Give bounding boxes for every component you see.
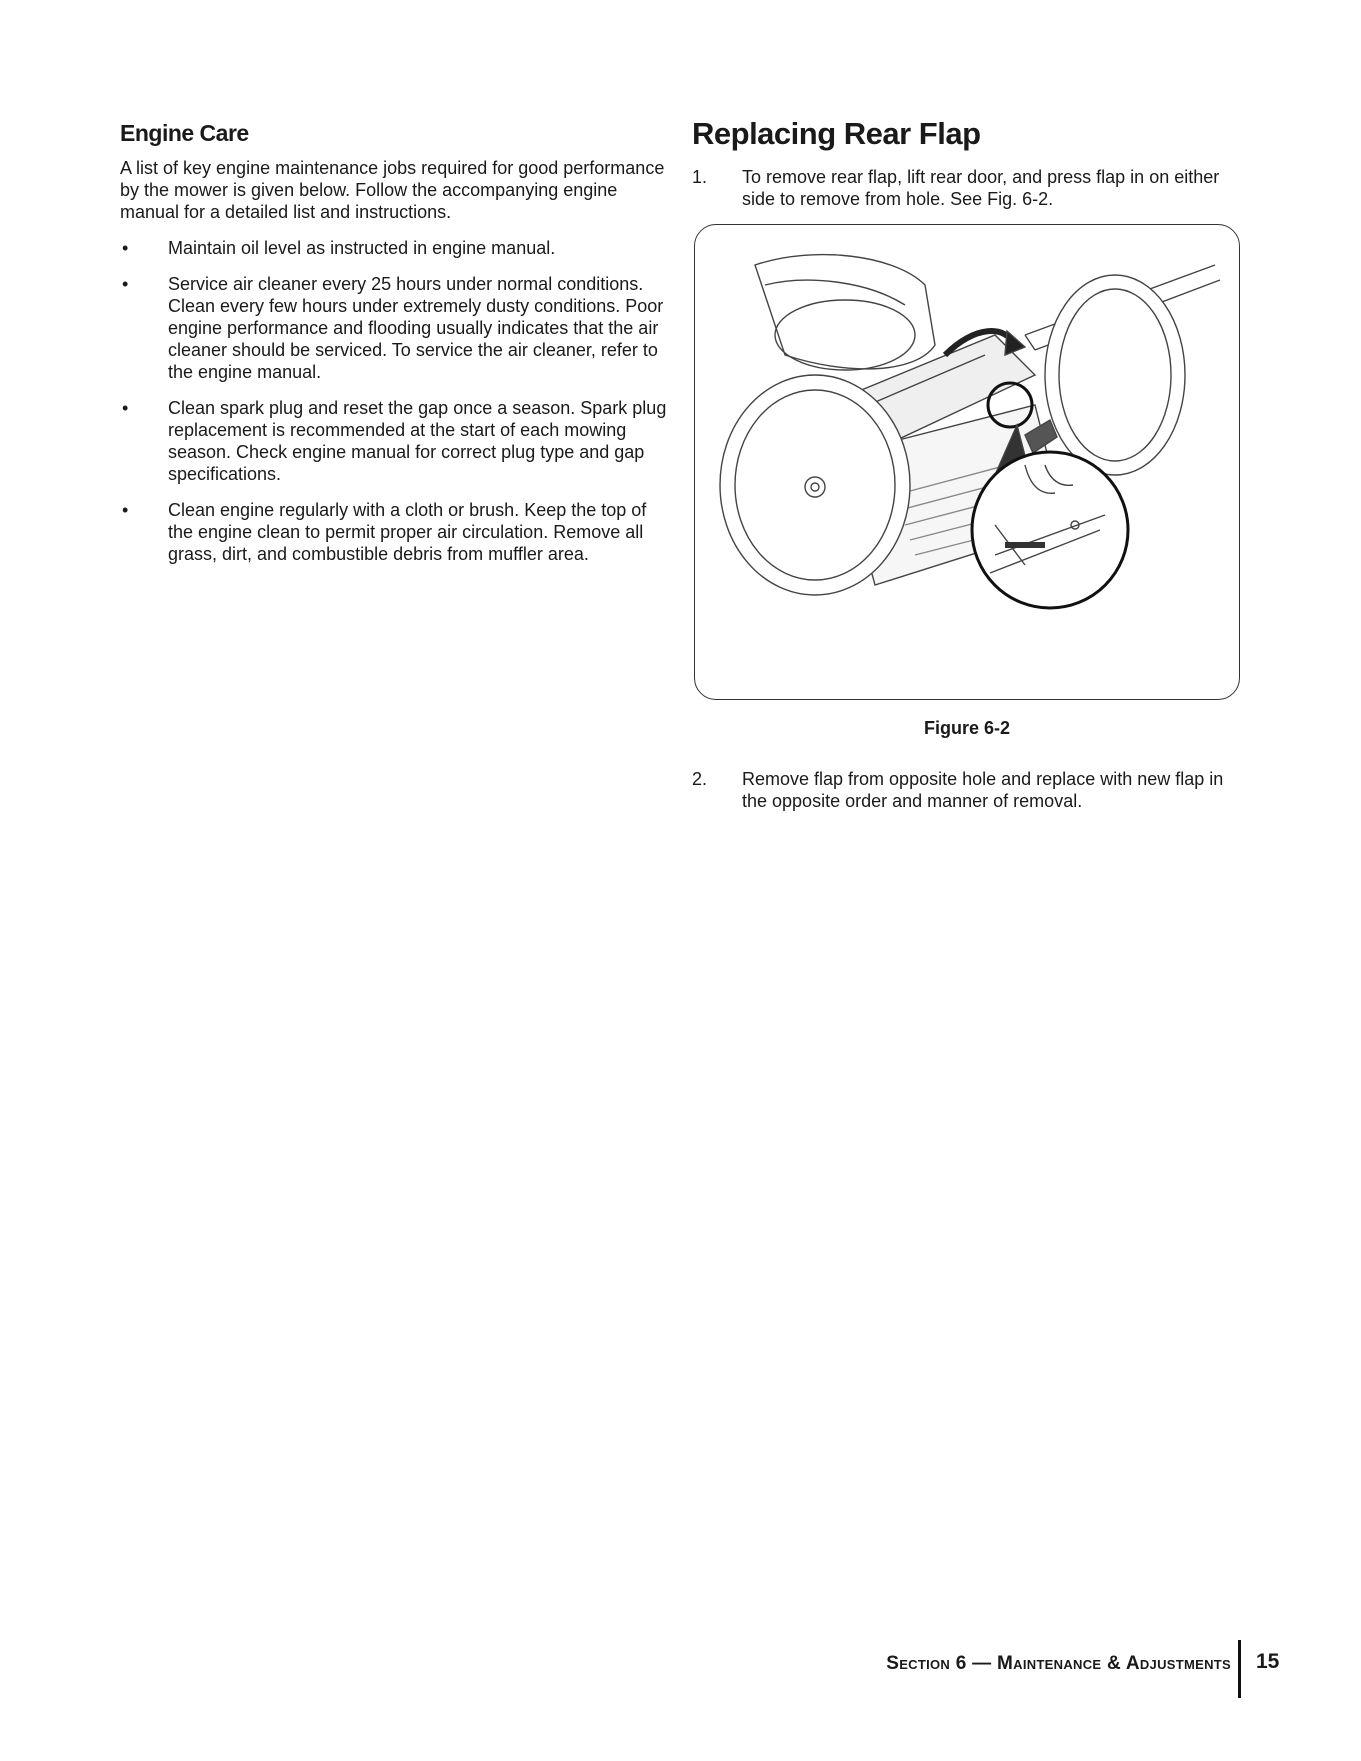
- bullet-marker: •: [122, 238, 129, 258]
- list-item: [120, 397, 675, 485]
- footer-divider: [1238, 1640, 1241, 1698]
- list-item-text: Clean engine regularly with a cloth or brush. Keep the top of the engine clean to permit proper air circulation. Remove all grass, dirt, and combustible debris from muffler area.: [168, 500, 647, 564]
- list-item: [120, 499, 675, 565]
- bullet-marker: •: [122, 274, 129, 294]
- bullet-marker: •: [122, 398, 129, 418]
- step-text: Remove flap from opposite hole and replace with new flap in the opposite order and manner of removal.: [742, 769, 1224, 811]
- section-footer: Section 6 — Maintenance & Adjustments: [886, 1653, 1231, 1674]
- mower-rear-flap-drawing: [695, 225, 1240, 700]
- list-item-text: Maintain oil level as instructed in engine manual.: [168, 238, 556, 258]
- rear-flap-steps-continued: [692, 768, 1252, 812]
- page-number: 15: [1256, 1650, 1280, 1673]
- list-item: [120, 237, 675, 259]
- step-text: To remove rear flap, lift rear door, and press flap in on either side to remove from hole. See Fig. 6-2.: [742, 167, 1220, 209]
- list-item-text: Service air cleaner every 25 hours under normal conditions. Clean every few hours under extremely dusty conditions. Poor engine performance and flooding usually indicates that the air cleaner should be serviced. To service the air cleaner, refer to the engine manual.: [168, 274, 664, 382]
- engine-care-intro: A list of key engine maintenance jobs required for good performance by the mower is given below. Follow the accompanying engine manual for a detailed list and instructions.: [120, 158, 665, 222]
- bullet-marker: •: [122, 500, 129, 520]
- rear-flap-steps-list-2: [692, 768, 1252, 812]
- list-item-text: Clean spark plug and reset the gap once a season. Spark plug replacement is recommended at the start of each mowing season. Check engine manual for correct plug type and gap specifications.: [168, 398, 667, 484]
- engine-care-list: [120, 237, 675, 565]
- step-number: 2.: [692, 769, 708, 789]
- step-number: 1.: [692, 167, 708, 187]
- figure-6-2-illustration: [694, 224, 1240, 700]
- step-item: [692, 768, 1252, 812]
- step-item: [692, 166, 1252, 210]
- list-item: [120, 273, 675, 383]
- engine-care-heading: Engine Care: [120, 120, 249, 146]
- rear-flap-steps: [692, 166, 1252, 210]
- rear-flap-heading: Replacing Rear Flap: [692, 116, 981, 151]
- rear-flap-section: [692, 108, 1252, 210]
- engine-care-section: [120, 108, 675, 579]
- figure-caption: Figure 6-2: [923, 718, 1011, 738]
